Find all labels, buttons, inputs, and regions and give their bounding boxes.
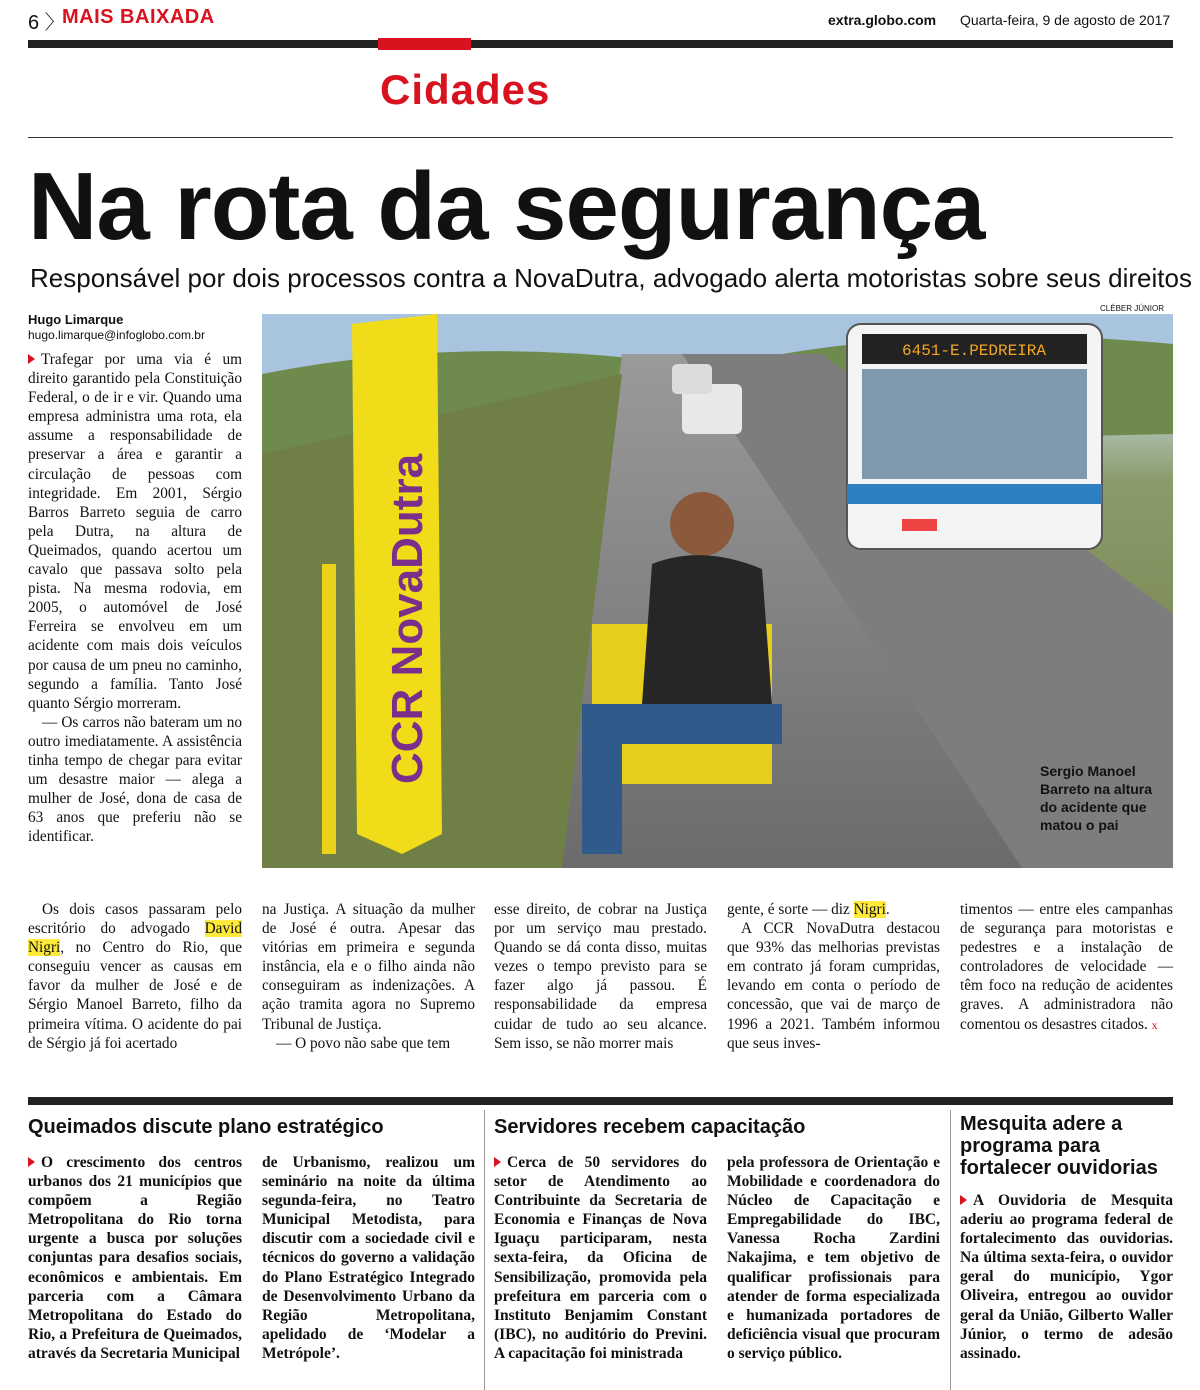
paragraph: timentos — entre eles campanhas de segurança para motoristas e pedestres e a instalação de controladores de velocidade — têm foco na redução de acidentes graves. A administradora não comentou os desastres citados. [960,901,1173,1033]
yellow-post [322,564,336,854]
highlighted-name: David Nigri [28,920,242,957]
section-kicker: Cidades [380,66,551,113]
bus [847,324,1102,549]
brief-text: A Ouvidoria de Mesquita aderiu ao programa federal de fortalecimento das ouvidorias. Na última sexta-feira, o ouvidor geral do município, Ygor Oliveira, entregou ao ouvidor geral da União, Gilberto Waller Júnior, o termo de adesão assinado. [960,1192,1173,1362]
column-divider [950,1110,951,1390]
paragraph: esse direito, de cobrar na Justiça por um serviço mau prestado. Quando se dá conta disso, muitas vezes o tempo previsto para se fazer algo já passou. É responsabilidade da empresa cuidar de tudo ao seu alcance. Sem isso, se não morrer mais [494,901,707,1052]
end-mark-icon: x [1151,1017,1158,1032]
page-number: 6 〉 [28,12,65,34]
red-tab [378,38,471,50]
headline: Na rota da segurança [28,153,985,260]
article-column-1 [28,350,242,846]
brief-title: Mesquita adere a programa para fortalecer ouvidorias [960,1113,1158,1179]
divider [28,137,1173,138]
brief-column [494,1153,707,1363]
byline-name: Hugo Limarque [28,312,124,327]
bullet-arrow-icon [960,1195,967,1205]
briefs-rule [28,1097,1173,1105]
brief-text: Cerca de 50 servidores do setor de Atendimento ao Contribuinte da Secretaria de Economia e Finanças de Nova Iguaçu participaram, nesta sexta-feira, da Oficina de Sensibilização, promovida pela prefeitura em parceria com o Instituto Benjamim Constant (IBC), no auditório do Previni. A capacitação foi ministrada [494,1154,707,1362]
paragraph: na Justiça. A situação da mulher de José é outra. Apesar das vitórias em primeira e segunda instância, ela e o filho ainda não conseguiram as indenizações. A ação tramita agora no Supremo Tribunal de Justiça. [262,901,475,1033]
section-name: MAIS BAIXADA [62,6,215,28]
photo-credit: CLÉBER JÚNIOR [1100,304,1165,313]
brief-column [262,1153,475,1363]
subheadline: Responsável por dois processos contra a NovaDutra, advogado alerta motoristas sobre seus direitos [30,263,1192,293]
paragraph: . [885,901,890,918]
article-column-1-bottom [28,900,242,1053]
photo-caption: Sergio Manoel Barreto na altura do acidente que matou o pai [1040,763,1153,833]
ccr-sign [352,314,442,854]
brief-column [960,1191,1173,1363]
paragraph: gente, é sorte — diz [727,901,854,918]
article-column-4 [727,900,940,1053]
site-url: extra.globo.com [828,12,937,28]
paragraph: Os dois casos passaram pelo escritório do advogado [28,901,242,938]
brief-column [28,1153,242,1363]
article-column-3 [494,900,707,1053]
top-rule [28,40,1173,48]
bus-sign: 6451-E.PEDREIRA [901,342,1047,360]
brief-text: pela professora de Orientação e Mobilidade e coordenadora do Núcleo de Capacitação e Empregabilidade do IBC, Vanessa Rocha Zardini Nakajima, e tem objetivo de qualificar profissionais para atender de forma especializada e humanizada portadores de deficiência visual que procuram o serviço público. [727,1154,940,1362]
brief-title: Queimados discute plano estratégico [28,1116,384,1138]
brief-text: O crescimento dos centros urbanos dos 21 municípios que compõem a Região Metropolitana do Rio torna urgente a busca por soluções conjuntas para desafios sociais, econômicos e ambientais. Em parceria com a Câmara Metropolitana do Estado do Rio, a Prefeitura de Queimados, através da Secretaria Municipal [28,1154,242,1362]
issue-date: Quarta-feira, 9 de agosto de 2017 [960,12,1171,28]
article-photo [262,314,1173,868]
photo-illustration [262,314,1173,868]
column-divider [484,1110,485,1390]
car [672,364,712,394]
brief-column [727,1153,940,1363]
brief-text: de Urbanismo, realizou um seminário na noite da última segunda-feira, no Teatro Municipal Metodista, para discutir com a sociedade civil e técnicos do governo a validação do Plano Estratégico Integrado de Desenvolvimento Urbano da Região Metropolitana, apelidado de ‘Modelar a Metrópole’. [262,1154,475,1362]
paragraph: , no Centro do Rio, que conseguiu vencer as causas em favor da mulher de José e de Sérgio Manoel Barreto, filho da primeira vítima. O acidente do pai de Sérgio já foi acertado [28,939,242,1052]
paragraph: A CCR NovaDutra destacou que 93% das melhorias previstas em contrato já foram cumpridas, levando em conta o período de concessão, que vai de março de 1996 a 2021. Também informou que seus inves- [727,920,940,1052]
paragraph: — Os carros não bateram um no outro imediatamente. A assistência tinha tempo de chegar para evitar um desastre maior — alega a mulher de José, dona de casa de 63 anos que preferiu não se identificar. [28,713,242,846]
grass [262,374,622,868]
bullet-arrow-icon [28,354,35,364]
article-column-2 [262,900,475,1053]
bullet-arrow-icon [28,1157,35,1167]
paragraph: Trafegar por uma via é um direito garantido pela Constituição Federal, o de ir e vir. Quando uma empresa administra uma rota, ela assume a responsabilidade de preservar a área e garantir a circulação de pessoas com integridade. Em 2001, Sérgio Barros Barreto seguia de carro pela Dutra, na altura de Queimados, quando acertou um cavalo que passava solto pela pista. Na mesma rodovia, em 2005, o automóvel de José Ferreira se envolveu em um acidente com mais dois veículos por causa de um pneu no caminho, segundo a família. Tanto José quanto Sérgio morreram. [28,351,242,712]
sign-text: CCR NovaDutra [383,453,432,784]
paragraph: — O povo não sabe que tem [276,1034,451,1052]
byline-email: hugo.limarque@infoglobo.com.br [28,328,205,342]
bullet-arrow-icon [494,1157,501,1167]
article-column-5 [960,900,1173,1035]
brief-title: Servidores recebem capacitação [494,1116,806,1138]
highlighted-name: Nigri [853,901,886,918]
